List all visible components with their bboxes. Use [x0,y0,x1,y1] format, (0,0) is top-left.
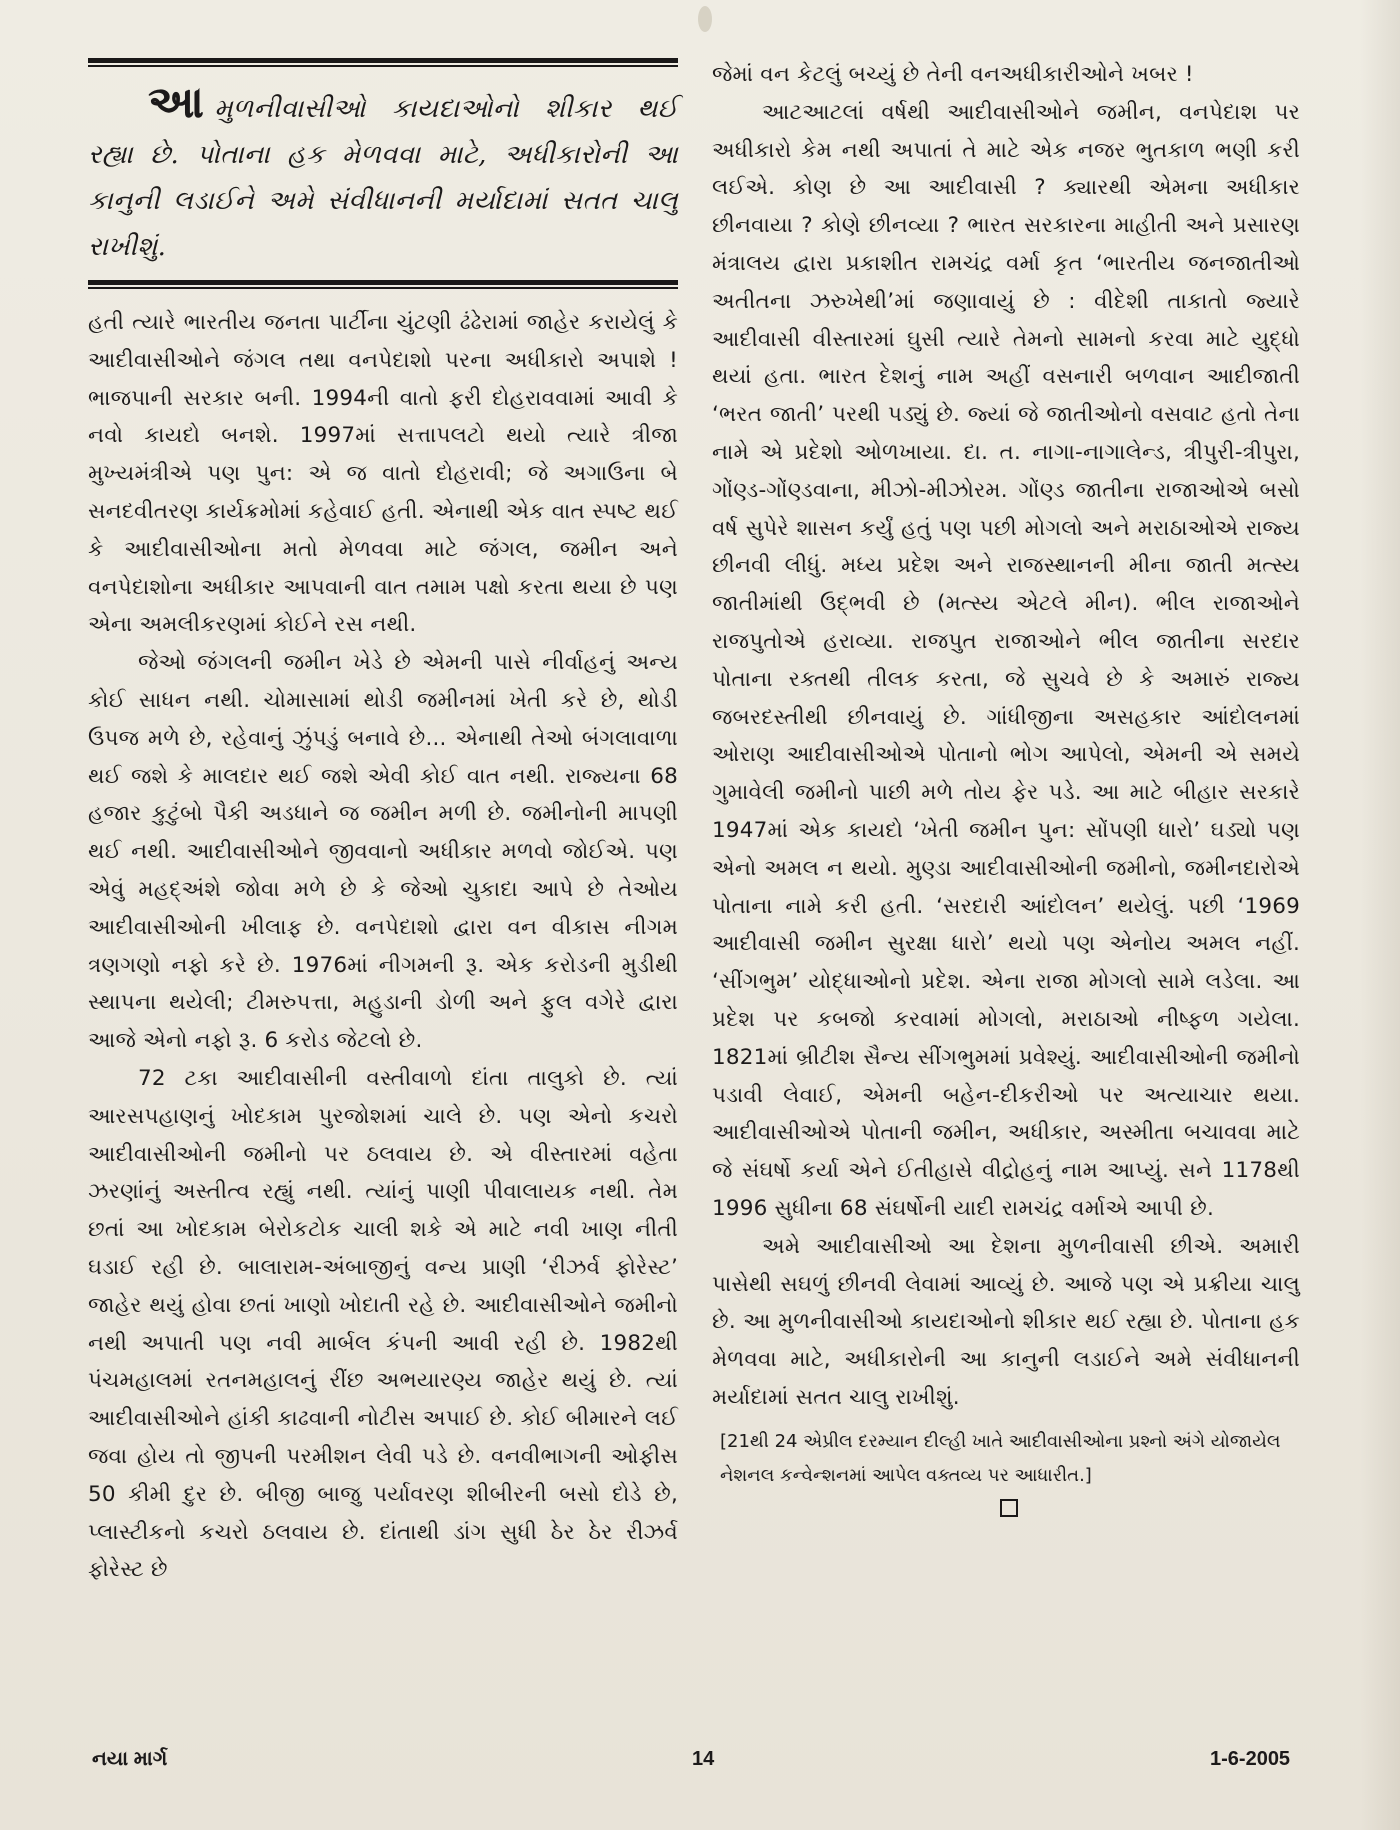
pull-quote-body: મુળનીવાસીઓ કાયદાઓનો શીકાર થઈ રહ્યા છે. પોતાના હક મેળવવા માટે, અધીકારોની આ કાનુની લડાઈને અમે સંવીધાનની મર્યાદામાં સતત ચાલુ રાખીશું. [88,94,678,262]
pull-quote-top-rule [88,58,678,67]
article-paragraph: જેમાં વન કેટલું બચ્યું છે તેની વનઅધીકારીઓને ખબર ! [712,62,1194,87]
article-paragraph: જેઓ જંગલની જમીન ખેડે છે એમની પાસે નીર્વાહનું અન્ય કોઈ સાધન નથી. ચોમાસામાં થોડી જમીનમાં ખેતી કરે છે, થોડી ઉપજ મળે છે, રહેવાનું ઝુંપડું બનાવે છે... એનાથી તેઓ બંગલાવાળા થઈ જશે કે માલદાર થઈ જશે એવી કોઈ વાત નથી. રાજ્યના 68 હજાર કુટુંબો પૈકી અડધાને જ જમીન મળી છે. જમીનોની માપણી થઈ નથી. આદીવાસીઓને જીવવાનો અધીકાર મળવો જોઈએ. પણ એવું મહદ્અંશે જોવા મળે છે કે જેઓ ચુકાદા આપે છે તેઓય આદીવાસીઓની ખીલાફ છે. વનપેદાશો દ્વારા વન વીકાસ નીગમ ત્રણગણો નફો કરે છે. 1976માં નીગમની રૂ. એક કરોડની મુડીથી સ્થાપના થયેલી; ટીમરુપત્તા, મહુડાની ડોળી અને ફુલ વગેરે દ્વારા આજે એનો નફો રૂ. 6 કરોડ જેટલો છે. [88,650,678,1054]
right-column-body [712,56,1300,1523]
article-paragraph: અમે આદીવાસીઓ આ દેશના મુળનીવાસી છીએ. અમારી પાસેથી સઘળું છીનવી લેવામાં આવ્યું છે. આજે પણ એ પ્રક્રીયા ચાલુ છે. આ મુળનીવાસીઓ કાયદાઓનો શીકાર થઈ રહ્યા છે. પોતાના હક મેળવવા માટે, અધીકારોની આ કાનુની લડાઈને અમે સંવીધાનની મર્યાદામાં સતત ચાલુ રાખીશું. [712,1233,1300,1410]
end-of-article-box-icon [1000,1499,1018,1517]
page-footer [0,1748,1400,1788]
source-note: [21થી 24 એપ્રીલ દરમ્યાન દીલ્હી ખાતે આદીવાસીઓના પ્રશ્નો અંગે યોજાયેલ નેશનલ કન્વેન્શનમાં આપેલ વક્તવ્ય પર આધારીત.] [720,1430,1281,1486]
pull-quote [88,58,678,290]
pull-quote-dropcap: આ [148,77,205,128]
page-edge-shadow [1360,0,1400,1830]
article-paragraph: 72 ટકા આદીવાસીની વસ્તીવાળો દાંતા તાલુકો છે. ત્યાં આરસપહાણનું ખોદકામ પુરજોશમાં ચાલે છે. પણ એનો કચરો આદીવાસીઓની જમીનો પર ઠલવાય છે. એ વીસ્તારમાં વહેતા ઝરણાંનું અસ્તીત્વ રહ્યું નથી. ત્યાંનું પાણી પીવાલાયક નથી. તેમ છતાં આ ખોદકામ બેરોકટોક ચાલી શકે એ માટે નવી ખાણ નીતી ઘડાઈ રહી છે. બાલારામ-અંબાજીનું વન્ય પ્રાણી ‘રીઝર્વ ફોરેસ્ટ’ જાહેર થયું હોવા છતાં ખાણો ખોદાતી રહે છે. આદીવાસીઓને જમીનો નથી અપાતી પણ નવી માર્બલ કંપની આવી રહી છે. 1982થી પંચમહાલમાં રતનમહાલનું રીંછ અભયારણ્ય જાહેર થયું છે. ત્યાં આદીવાસીઓને હાંકી કાઢવાની નોટીસ અપાઈ છે. કોઈ બીમારને લઈ જવા હોય તો જીપની પરમીશન લેવી પડે છે. વનવીભાગની ઓફીસ 50 કીમી દુર છે. બીજી બાજુ પર્યાવરણ શીબીરની બસો દોડે છે, પ્લાસ્ટીકનો કચરો ઠલવાય છે. દાંતાથી ડાંગ સુધી ઠેર ઠેર રીઝર્વ ફોરેસ્ટ છે [88,1065,678,1583]
left-column-body [88,304,678,1589]
article-paragraph: હતી ત્યારે ભારતીય જનતા પાર્ટીના ચુંટણી ઢંઢેરામાં જાહેર કરાયેલું કે આદીવાસીઓને જંગલ તથા વનપેદાશો પરના અધીકારો અપાશે ! ભાજપાની સરકાર બની. 1994ની વાતો ફરી દોહરાવવામાં આવી કે નવો કાયદો બનશે. 1997માં સત્તાપલટો થયો ત્યારે ત્રીજા મુખ્યમંત્રીએ પણ પુન: એ જ વાતો દોહરાવી; જે અગાઉના બે સનદવીતરણ કાર્યક્રમોમાં કહેવાઈ હતી. એનાથી એક વાત સ્પષ્ટ થઈ કે આદીવાસીઓના મતો મેળવવા માટે જંગલ, જમીન અને વનપેદાશોના અધીકાર આપવાની વાત તમામ પક્ષો કરતા થયા છે પણ એના અમલીકરણમાં કોઈને રસ નથી. [88,310,678,638]
pull-quote-bottom-rule [88,280,678,289]
magazine-name: નયા માર્ગ [92,1748,168,1770]
page-number: 14 [692,1748,715,1770]
punch-hole [698,6,712,32]
pull-quote-text [88,77,678,270]
end-mark-row [712,1493,1300,1523]
article-paragraph: આટઆટલાં વર્ષથી આદીવાસીઓને જમીન, વનપેદાશ પર અધીકારો કેમ નથી અપાતાં તે માટે એક નજર ભુતકાળ ભણી કરી લઈએ. કોણ છે આ આદીવાસી ? ક્યારથી એમના અધીકાર છીનવાયા ? કોણે છીનવ્યા ? ભારત સરકારના માહીતી અને પ્રસારણ મંત્રાલય દ્વારા પ્રકાશીત રામચંદ્ર વર્મા કૃત ‘ભારતીય જનજાતીઓ અતીતના ઝરુખેથી’માં જણાવાયું છે : વીદેશી તાકાતો જ્યારે આદીવાસી વીસ્તારમાં ઘુસી ત્યારે તેમનો સામનો કરવા માટે યુદ્ધો થયાં હતા. ભારત દેશનું નામ અહીં વસનારી બળવાન આદીજાતી ‘ભરત જાતી’ પરથી પડ્યું છે. જ્યાં જે જાતીઓનો વસવાટ હતો તેના નામે એ પ્રદેશો ઓળખાયા. દા. ત. નાગા-નાગાલેન્ડ, ત્રીપુરી-ત્રીપુરા, ગોંણ્ડ-ગોંણ્ડવાના, મીઝો-મીઝોરમ. ગોંણ્ડ જાતીના રાજાઓએ બસો વર્ષ સુપેરે શાસન કર્યું હતું પણ પછી મોગલો અને મરાઠાઓએ રાજ્ય છીનવી લીધું. મધ્ય પ્રદેશ અને રાજસ્થાનની મીના જાતી મત્સ્ય જાતીમાંથી ઉદ્ભવી છે (મત્સ્ય એટલે મીન). ભીલ રાજાઓને રાજપુતોએ હરાવ્યા. રાજપુત રાજાઓને ભીલ જાતીના સરદાર પોતાના રક્તથી તીલક કરતા, જે સુચવે છે કે અમારું રાજ્ય જબરદસ્તીથી છીનવાયું છે. ગાંધીજીના અસહકાર આંદોલનમાં ઓરાણ આદીવાસીઓએ પોતાનો ભોગ આપેલો, એમની એ સમયે ગુમાવેલી જમીનો પાછી મળે તોય ફેર પડે. આ માટે બીહાર સરકારે 1947માં એક કાયદો ‘ખેતી જમીન પુન: સોંપણી ધારો’ ઘડ્યો પણ એનો અમલ ન થયો. મુણ્ડા આદીવાસીઓની જમીનો, જમીનદારોએ પોતાના નામે કરી હતી. ‘સરદારી આંદોલન’ થયેલું. પછી ‘1969 આદીવાસી જમીન સુરક્ષા ધારો’ થયો પણ એનોય અમલ નહીં. ‘સીંગભુમ’ યોદ્ધાઓનો પ્રદેશ. એના રાજા મોગલો સામે લડેલા. આ પ્રદેશ પર કબજો કરવામાં મોગલો, મરાઠાઓ નીષ્ફળ ગયેલા. 1821માં બ્રીટીશ સૈન્ય સીંગભુમમાં પ્રવેશ્યું. આદીવાસીઓની જમીનો પડાવી લેવાઈ, એમની બહેન-દીકરીઓ પર અત્યાચાર થયા. આદીવાસીઓએ પોતાની જમીન, અધીકાર, અસ્મીતા બચાવવા માટે જે સંઘર્ષો કર્યા એને ઈતીહાસે વીદ્રોહનું નામ આપ્યું. સને 1178થી 1996 સુધીના 68 સંઘર્ષોની યાદી રામચંદ્ર વર્માએ આપી છે. [712,99,1300,1221]
issue-date: 1-6-2005 [1210,1748,1291,1770]
